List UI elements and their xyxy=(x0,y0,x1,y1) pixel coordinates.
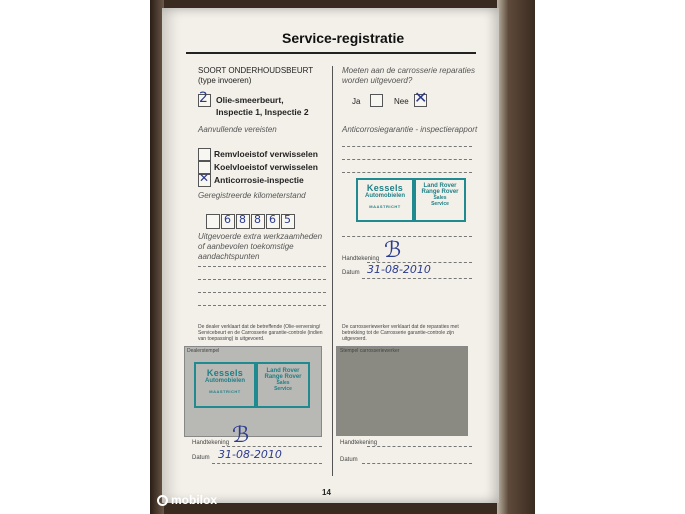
watermark-logo-icon xyxy=(157,495,168,506)
km-digit-1: 6 xyxy=(224,213,231,226)
km-digit-3: 8 xyxy=(254,213,261,226)
left-date-label: Datum xyxy=(192,455,210,461)
dealer-note: De dealer verklaart dat de betreffende (Olie-verversing/ Servicebeurt en de Carrosserie garantie-controle (indien van toepassing) is uitgevoerd. xyxy=(198,324,323,342)
right-stamp-landrover xyxy=(414,178,466,222)
carrosserie-stamp-area xyxy=(336,346,468,436)
left-sig-label: Handtekening xyxy=(192,440,230,446)
ja-label: Ja xyxy=(352,97,361,106)
aanvullende-label: Aanvullende vereisten xyxy=(198,125,277,134)
stamp-name: Kessels xyxy=(366,183,404,193)
km-label: Geregistreerde kilometerstand xyxy=(198,191,306,200)
dash-line xyxy=(367,446,472,447)
dash-line xyxy=(342,236,472,237)
right-date-label: Datum xyxy=(342,270,360,276)
stamp-service: Service xyxy=(431,201,449,207)
dash-line xyxy=(198,266,326,267)
stamp-city: MAASTRICHT xyxy=(209,389,241,394)
extra-label: Uitgevoerde extra werkzaamheden of aanbevolen toekomstige aandachtspunten xyxy=(198,232,323,261)
watermark-text: mobilox xyxy=(171,493,218,507)
column-divider xyxy=(332,66,333,476)
left-signature: ℬ xyxy=(232,423,250,448)
left-date: 31-08-2010 xyxy=(218,448,282,461)
stamp-city: MAASTRICHT xyxy=(369,204,401,209)
title-underline xyxy=(186,52,476,54)
service-booklet-page xyxy=(162,8,499,503)
dash-line xyxy=(342,146,472,147)
check-box-rem xyxy=(198,148,211,161)
km-digit-5: 5 xyxy=(284,213,291,226)
check-label-anti: Anticorrosie-inspectie xyxy=(214,175,304,185)
dash-line xyxy=(198,305,326,306)
stamp-service: Service xyxy=(274,386,292,392)
stamp-brand1: Land Rover xyxy=(423,183,457,189)
stamp-subname: Automobielen xyxy=(365,193,405,199)
dash-line xyxy=(342,159,472,160)
nee-label: Nee xyxy=(394,97,409,106)
right-date: 31-08-2010 xyxy=(367,263,431,276)
stamp-name: Kessels xyxy=(206,368,244,378)
stamp-sales: Sales xyxy=(276,380,290,386)
type-value: 2 xyxy=(199,90,208,106)
right-date-label2: Datum xyxy=(340,457,358,463)
stamp-brand1: Land Rover xyxy=(266,368,300,374)
dealer-stamp-kessels xyxy=(194,362,256,408)
dealer-stamp-landrover xyxy=(256,362,310,408)
dash-line xyxy=(222,446,322,447)
dash-line xyxy=(212,463,322,464)
stamp-brand2: Range Rover xyxy=(264,374,302,380)
anticorrosie-label: Anticorrosiegarantie - inspectierapport xyxy=(342,125,478,134)
km-digit-2: 8 xyxy=(239,213,246,226)
carrosserie-stamp-label: Stempel carrosseriewerker xyxy=(340,348,400,354)
dash-line xyxy=(362,463,472,464)
page-title: Service-registratie xyxy=(282,30,405,46)
right-sig-label2: Handtekening xyxy=(340,440,378,446)
right-signature: ℬ xyxy=(384,238,402,263)
type-line1: Olie-smeerbeurt, xyxy=(216,95,284,105)
dealer-stamp-label: Dealerstempel xyxy=(187,348,220,354)
km-box-0 xyxy=(206,214,220,229)
stamp-brand2: Range Rover xyxy=(421,189,459,195)
check-label-rem: Remvloeistof verwisselen xyxy=(214,149,318,159)
carrosserie-note: De carrosseriewerker verklaart dat de reparaties met betrekking tot de Carrosserie garantie-controle zijn uitgevoerd. xyxy=(342,324,459,342)
dash-line xyxy=(198,292,326,293)
km-digit-4: 6 xyxy=(269,213,276,226)
nee-mark: ✕ xyxy=(414,88,428,107)
dash-line xyxy=(198,279,326,280)
dash-line xyxy=(362,278,472,279)
check-label-koel: Koelvloeistof verwisselen xyxy=(214,162,318,172)
type-line2: Inspectie 1, Inspectie 2 xyxy=(216,107,309,117)
page-number: 14 xyxy=(322,488,331,497)
check-mark-anti: ✕ xyxy=(199,171,210,185)
right-sig-label: Handtekening xyxy=(342,256,380,262)
dash-line xyxy=(342,172,472,173)
right-stamp-kessels xyxy=(356,178,414,222)
book-spine-right xyxy=(497,0,535,514)
carrosserie-question: Moeten aan de carrosserie reparaties worden uitgevoerd? xyxy=(342,66,475,85)
watermark xyxy=(157,493,217,507)
ja-box xyxy=(370,94,383,107)
stamp-sales: Sales xyxy=(433,195,447,201)
soort-label: SOORT ONDERHOUDSBEURT (type invoeren) xyxy=(198,66,313,85)
stamp-subname: Automobielen xyxy=(205,378,245,384)
